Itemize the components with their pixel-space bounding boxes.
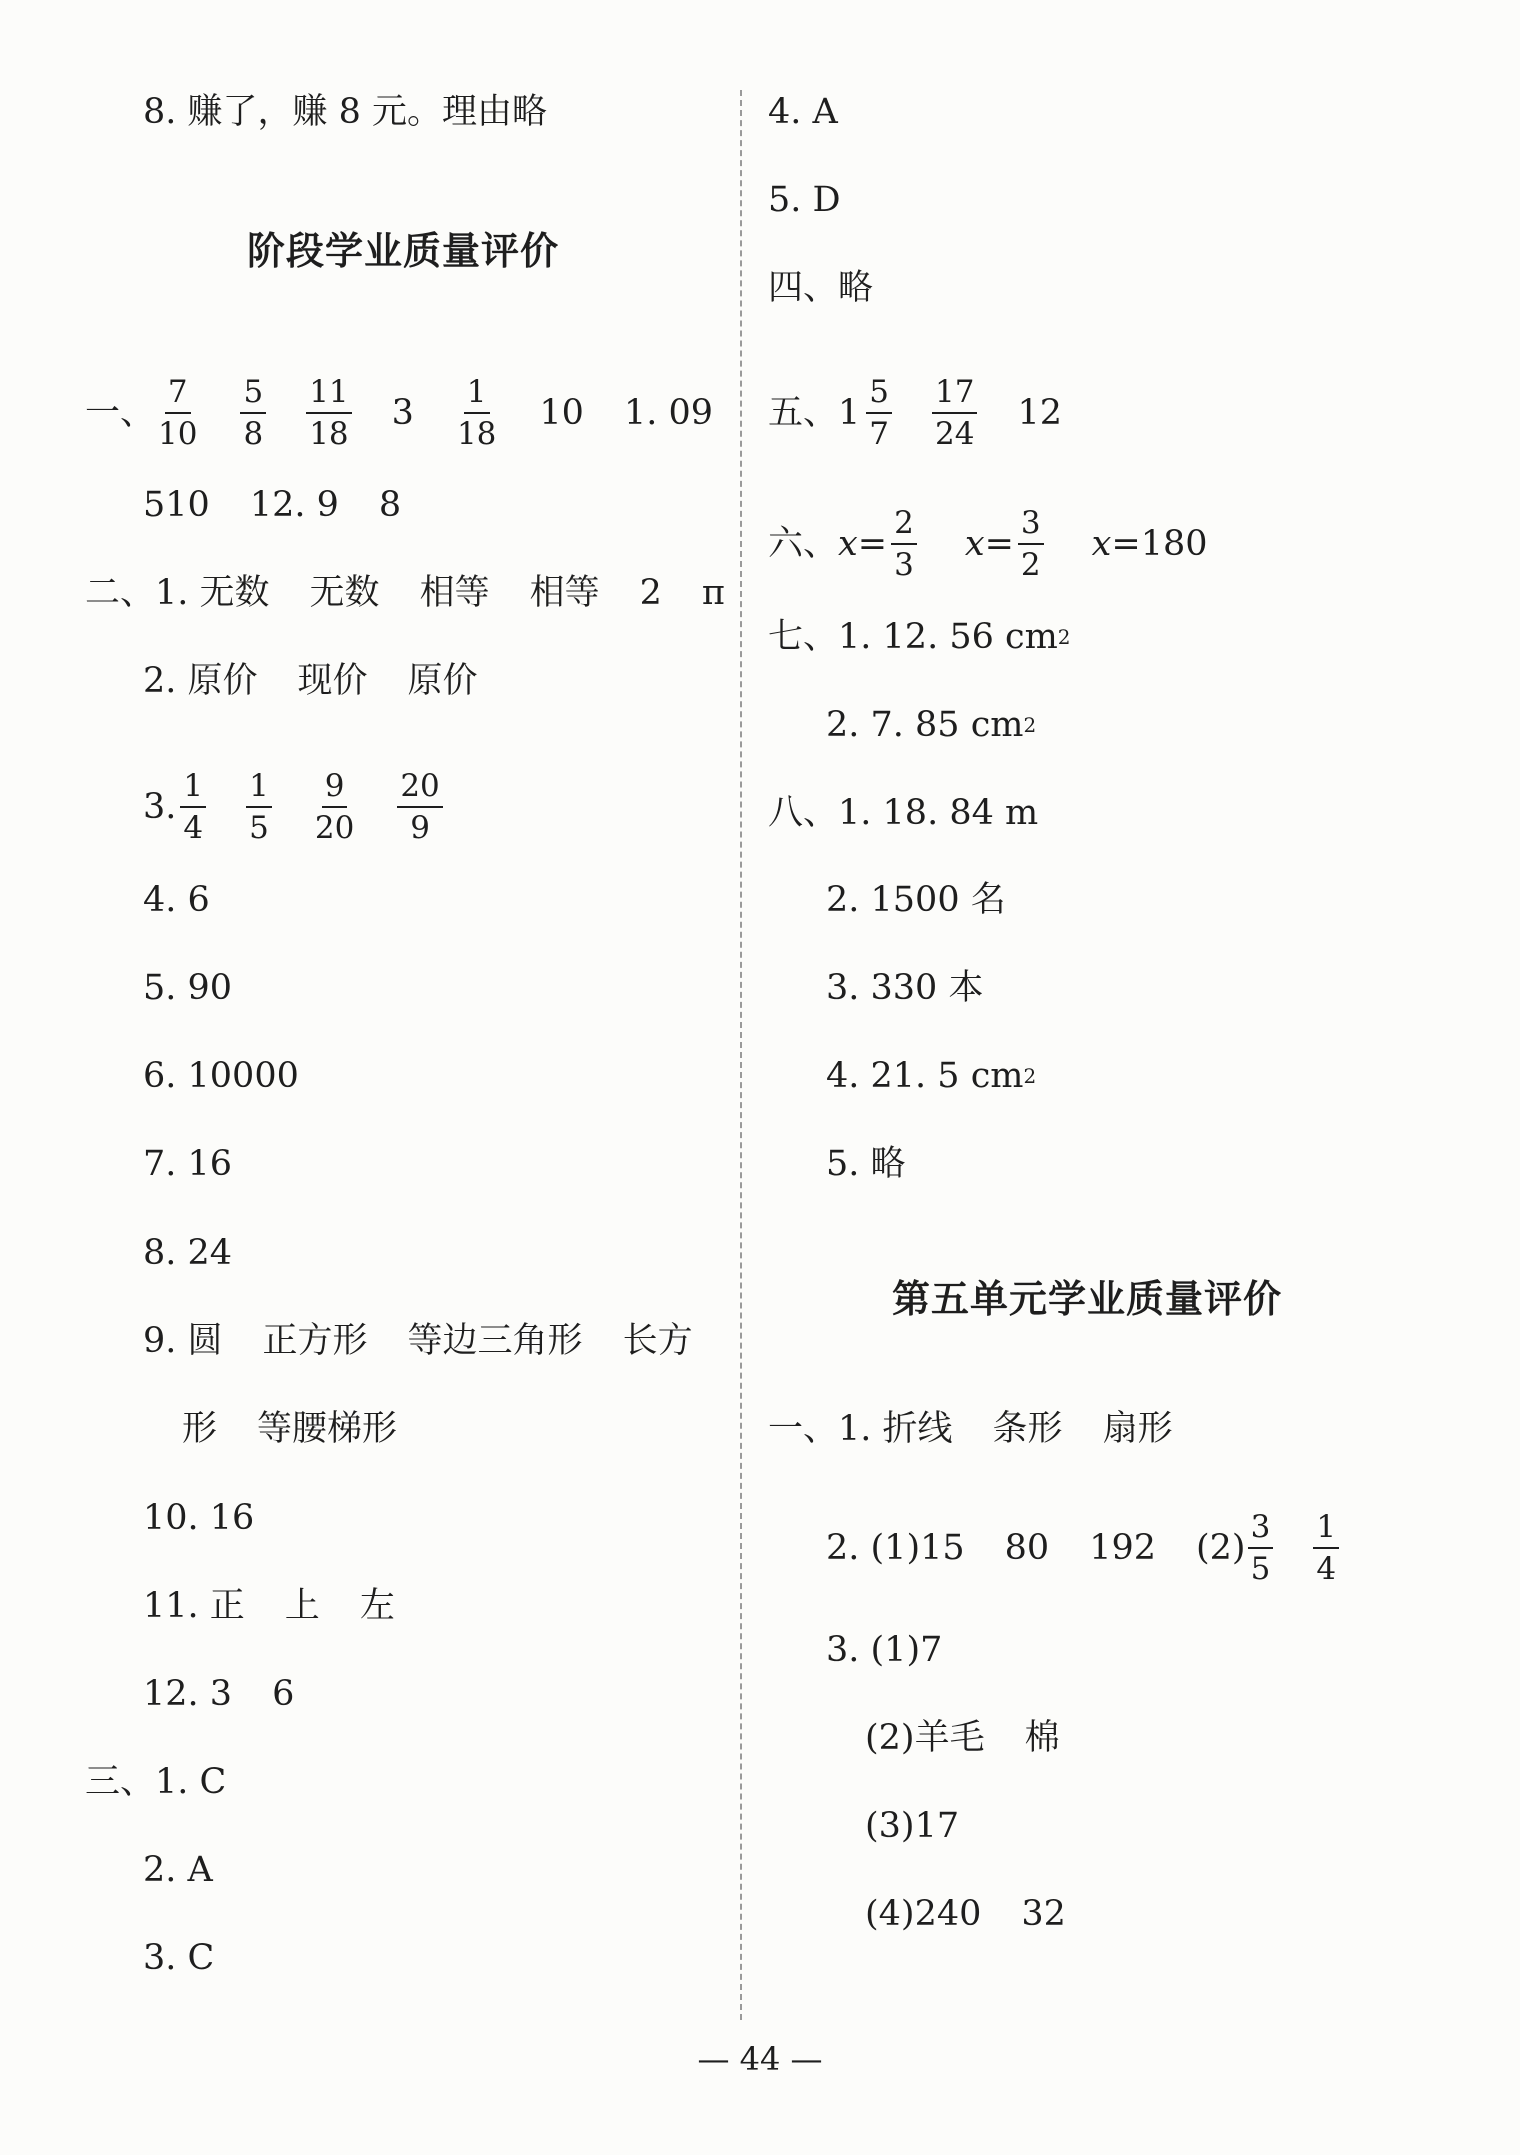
section-6-prefix: 六、: [768, 524, 839, 564]
fraction: $\frac{1}{4}$: [1313, 1509, 1339, 1587]
section-8-item-1: 八、 1. 18. 84 m: [768, 793, 1039, 833]
section-1-prefix: 一、: [85, 393, 156, 433]
unit5-section-1-item-3-2: (2)羊毛 棉: [865, 1718, 1060, 1758]
section-4: 四、略: [768, 268, 874, 308]
fraction: $\frac{11}{18}$: [306, 374, 351, 452]
section-heading-stage: 阶段学业质量评价: [247, 229, 560, 273]
fraction: $\frac{5}{8}$: [240, 374, 266, 452]
answer-8: 8. 赚了，赚 8 元。理由略: [143, 92, 548, 132]
section-8-item-2: 2. 1500 名: [826, 880, 1006, 920]
section-3-item-3: 3. C: [143, 1938, 215, 1978]
section-2-item-10: 10. 16: [143, 1498, 255, 1538]
section-2-item-5: 5. 90: [143, 968, 233, 1008]
unit5-section-1-item-3-3: (3)17: [865, 1806, 960, 1846]
section-2-item-6: 6. 10000: [143, 1056, 299, 1096]
fraction: $\frac{20}{9}$: [397, 768, 442, 846]
section-5: 五、 1 $\frac{5}{7}$ $\frac{17}{24}$ 12: [768, 374, 1063, 452]
section-3-item-1: 三、 1. C: [85, 1762, 227, 1802]
fraction: $\frac{1}{18}$: [456, 374, 497, 452]
section-2-item-7: 7. 16: [143, 1144, 233, 1184]
section-heading-unit5: 第五单元学业质量评价: [892, 1277, 1283, 1321]
section-8-item-4: 4. 21. 5 cm 2: [826, 1056, 1037, 1096]
section-2-item-1: 二、 1. 无数 无数 相等 相等 2 π: [85, 573, 725, 613]
unit5-section-1-item-3-1: 3. (1)7: [826, 1630, 943, 1670]
fraction: $\frac{1}{5}$: [246, 768, 272, 846]
answer-r4: 4. A: [768, 92, 838, 132]
section-5-prefix: 五、: [768, 393, 839, 433]
unit5-section-1-item-1: 一、 1. 折线 条形 扇形: [768, 1409, 1173, 1449]
unit5-section-1-item-3-4: (4)240 32: [865, 1894, 1066, 1934]
unit5-section-1-item-2: 2. (1)15 80 192 (2) $\frac{3}{5}$ $\frac{1}{4}$: [826, 1509, 1339, 1587]
section-2-prefix: 二、: [85, 573, 156, 613]
equation-2: x = $\frac{3}{2}$: [965, 505, 1044, 583]
fraction: $\frac{7}{10}$: [158, 374, 198, 452]
section-2-item-12: 12. 3 6: [143, 1674, 295, 1714]
section-1-line-2: 510 12. 9 8: [143, 485, 402, 525]
unit5-section-1-prefix: 一、: [768, 1409, 839, 1449]
column-divider: [740, 90, 742, 2020]
section-2-item-8: 8. 24: [143, 1233, 233, 1273]
section-2-item-3: 3. $\frac{1}{4}$ $\frac{1}{5}$ $\frac{9}{20}$ $\frac{20}{9}$: [143, 768, 443, 846]
section-8-item-5: 5. 略: [826, 1144, 906, 1184]
answer-value: 10: [539, 393, 584, 433]
section-7-prefix: 七、: [768, 617, 839, 657]
section-3-prefix: 三、: [85, 1762, 156, 1802]
page-number: — 44 —: [697, 2040, 823, 2078]
section-2-item-4: 4. 6: [143, 880, 210, 920]
equation-3: x = 180: [1091, 524, 1208, 564]
fraction: $\frac{17}{24}$: [932, 374, 977, 452]
section-7-item-1: 七、 1. 12. 56 cm 2: [768, 617, 1071, 657]
section-6: [768, 505, 1256, 583]
mixed-number: 1 $\frac{5}{7}$: [838, 374, 892, 452]
fraction: $\frac{1}{4}$: [180, 768, 206, 846]
section-2-item-9: 9. 圆 正方形 等边三角形 长方: [143, 1321, 693, 1361]
section-8-prefix: 八、: [768, 793, 839, 833]
section-3-item-2: 2. A: [143, 1850, 213, 1890]
equation-1: x = $\frac{2}{3}$: [838, 505, 917, 583]
section-2-item-9-cont: 形 等腰梯形: [182, 1409, 398, 1449]
answer-value: 3: [391, 393, 414, 433]
section-2-item-2: 2. 原价 现价 原价: [143, 661, 478, 701]
section-1-line-1: [85, 374, 713, 452]
section-7-item-2: 2. 7. 85 cm 2: [826, 705, 1037, 745]
fraction: $\frac{3}{5}$: [1248, 1509, 1274, 1587]
section-2-item-11: 11. 正 上 左: [143, 1586, 395, 1626]
fraction: $\frac{9}{20}$: [314, 768, 355, 846]
answer-r5: 5. D: [768, 180, 841, 220]
section-8-item-3: 3. 330 本: [826, 968, 984, 1008]
answer-value: 1. 09: [623, 393, 713, 433]
